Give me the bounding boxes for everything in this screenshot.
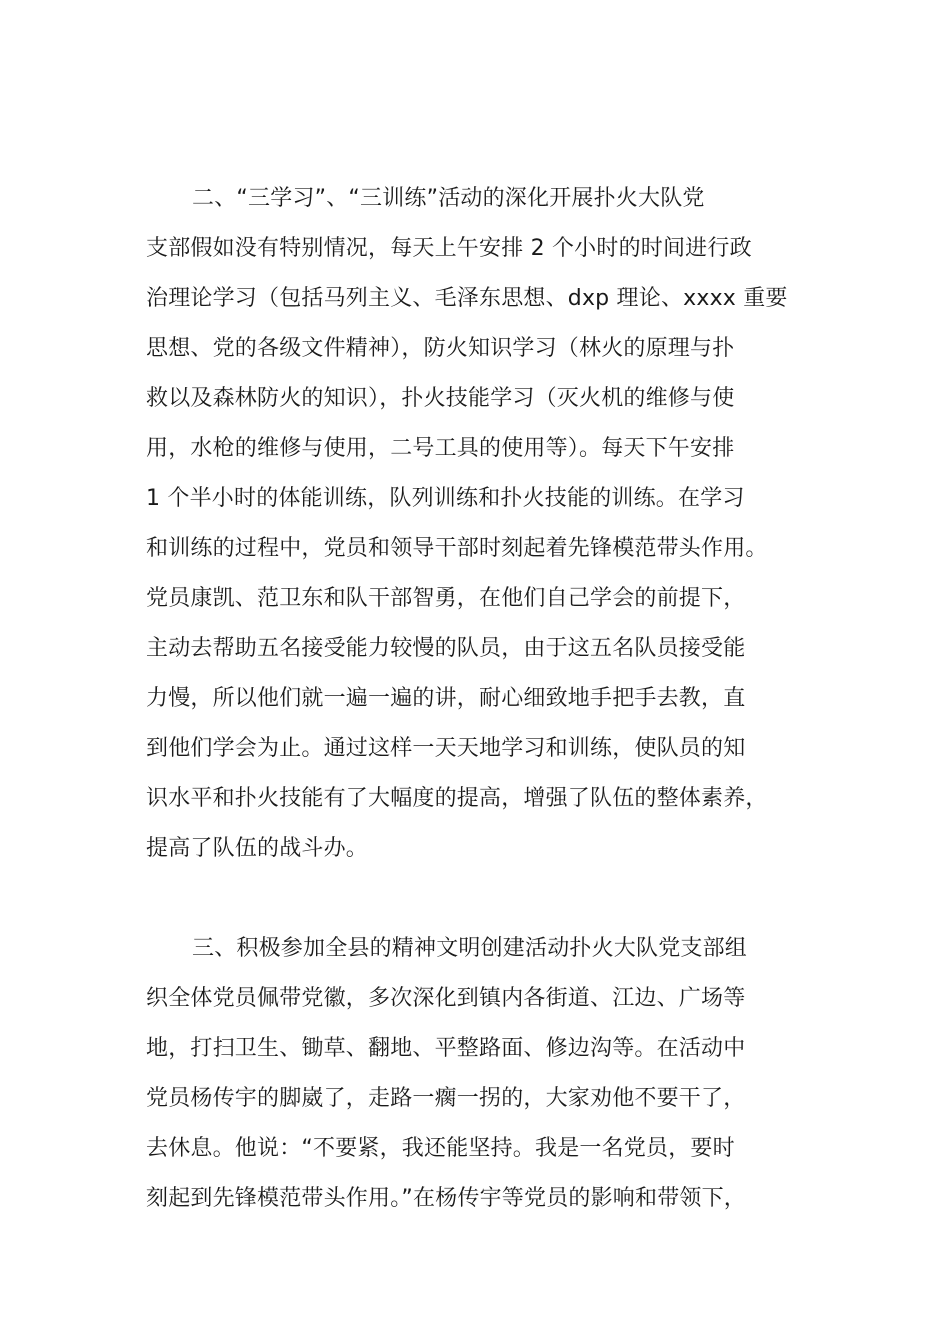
paragraph-line: 织全体党员佩带党徽，多次深化到镇内各街道、江边、广场等 (146, 986, 746, 1011)
paragraph-line: 用，水枪的维修与使用，二号工具的使用等）。每天下午安排 (146, 436, 735, 461)
paragraph-section-two (146, 174, 846, 874)
paragraph-line: 思想、党的各级文件精神），防火知识学习（林火的原理与扑 (146, 336, 735, 361)
paragraph-line: 和训练的过程中，党员和领导干部时刻起着先锋模范带头作用。 (146, 536, 768, 561)
paragraph-line: 力慢，所以他们就一遍一遍的讲，耐心细致地手把手去教，直 (146, 686, 746, 711)
paragraph-line: 识水平和扑火技能有了大幅度的提高，增强了队伍的整体素养， (146, 786, 768, 811)
paragraph-line: 救以及森林防火的知识），扑火技能学习（灭火机的维修与使 (146, 386, 735, 411)
paragraph-line: 到他们学会为止。通过这样一天天地学习和训练，使队员的知 (146, 736, 746, 761)
paragraph-line: 支部假如没有特别情况，每天上午安排 2 个小时的时间进行政 (146, 236, 752, 261)
paragraph-line: 去休息。他说：“不要紧，我还能坚持。我是一名党员，要时 (146, 1136, 735, 1161)
paragraph-line: 提高了队伍的战斗办。 (146, 836, 369, 861)
paragraph-line: 主动去帮助五名接受能力较慢的队员，由于这五名队员接受能 (146, 636, 746, 661)
paragraph-section-three (146, 924, 846, 1224)
paragraph-line: 二、“三学习”、“三训练”活动的深化开展扑火大队党 (192, 186, 705, 211)
paragraph-line: 刻起到先锋模范带头作用。”在杨传宇等党员的影响和带领下， (146, 1186, 746, 1211)
paragraph-line: 地，打扫卫生、锄草、翻地、平整路面、修边沟等。在活动中 (146, 1036, 746, 1061)
paragraph-line: 党员康凯、范卫东和队干部智勇，在他们自己学会的前提下， (146, 586, 746, 611)
paragraph-line: 三、积极参加全县的精神文明创建活动扑火大队党支部组 (192, 936, 748, 961)
paragraph-line: 党员杨传宇的脚崴了，走路一瘸一拐的，大家劝他不要干了， (146, 1086, 746, 1111)
paragraph-line: 治理论学习（包括马列主义、毛泽东思想、dxp 理论、xxxx 重要 (146, 286, 788, 311)
paragraph-line: 1 个半小时的体能训练，队列训练和扑火技能的训练。在学习 (146, 486, 745, 511)
